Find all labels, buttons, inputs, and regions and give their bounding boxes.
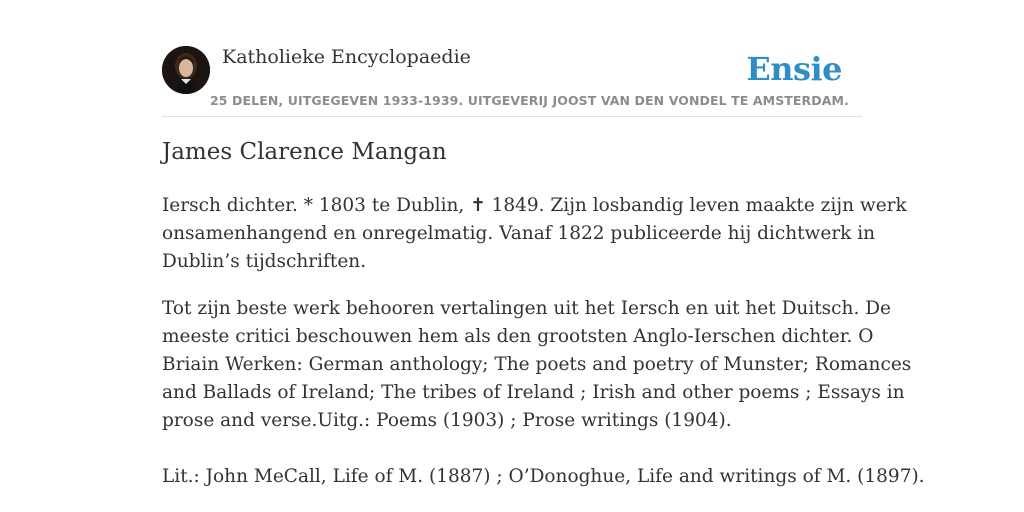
portrait-icon (162, 46, 210, 94)
paragraph-line: Iersch dichter. * 1803 te Dublin, ✝ 1849. Zijn losbandig leven maakte zijn werk (162, 195, 907, 216)
article-body (162, 192, 925, 491)
paragraph-line: onsamenhangend en onregelmatig. Vanaf 1822 publiceerde hij dichtwerk in (162, 223, 876, 244)
page-header (162, 44, 862, 117)
paragraph-line: meeste critici beschouwen hem als den grootsten Anglo-Ierschen dichter. O (162, 326, 874, 347)
paragraph-line: Dublin’s tijdschriften. (162, 251, 367, 272)
paragraph-1 (162, 192, 907, 276)
portrait-avatar[interactable] (162, 46, 210, 94)
paragraph-line: Lit.: John MeCall, Life of M. (1887) ; O’Donoghue, Life and writings of M. (1897). (162, 466, 925, 487)
paragraph-2 (162, 295, 912, 435)
paragraph-3-literature (162, 463, 925, 491)
source-meta: 25 DELEN, UITGEGEVEN 1933-1939. UITGEVERIJ JOOST VAN DEN VONDEL TE AMSTERDAM. (210, 93, 849, 108)
paragraph-line: and Ballads of Ireland; The tribes of Ireland ; Irish and other poems ; Essays in (162, 382, 905, 403)
paragraph-line: Briain Werken: German anthology; The poets and poetry of Munster; Romances (162, 354, 912, 375)
paragraph-line: prose and verse.Uitg.: Poems (1903) ; Prose writings (1904). (162, 410, 732, 431)
source-title[interactable]: Katholieke Encyclopaedie (222, 46, 471, 68)
paragraph-line: Tot zijn beste werk behooren vertalingen uit het Iersch en uit het Duitsch. De (162, 298, 891, 319)
article-title: James Clarence Mangan (162, 139, 447, 165)
brand-logo-link[interactable]: Ensie (746, 50, 842, 88)
